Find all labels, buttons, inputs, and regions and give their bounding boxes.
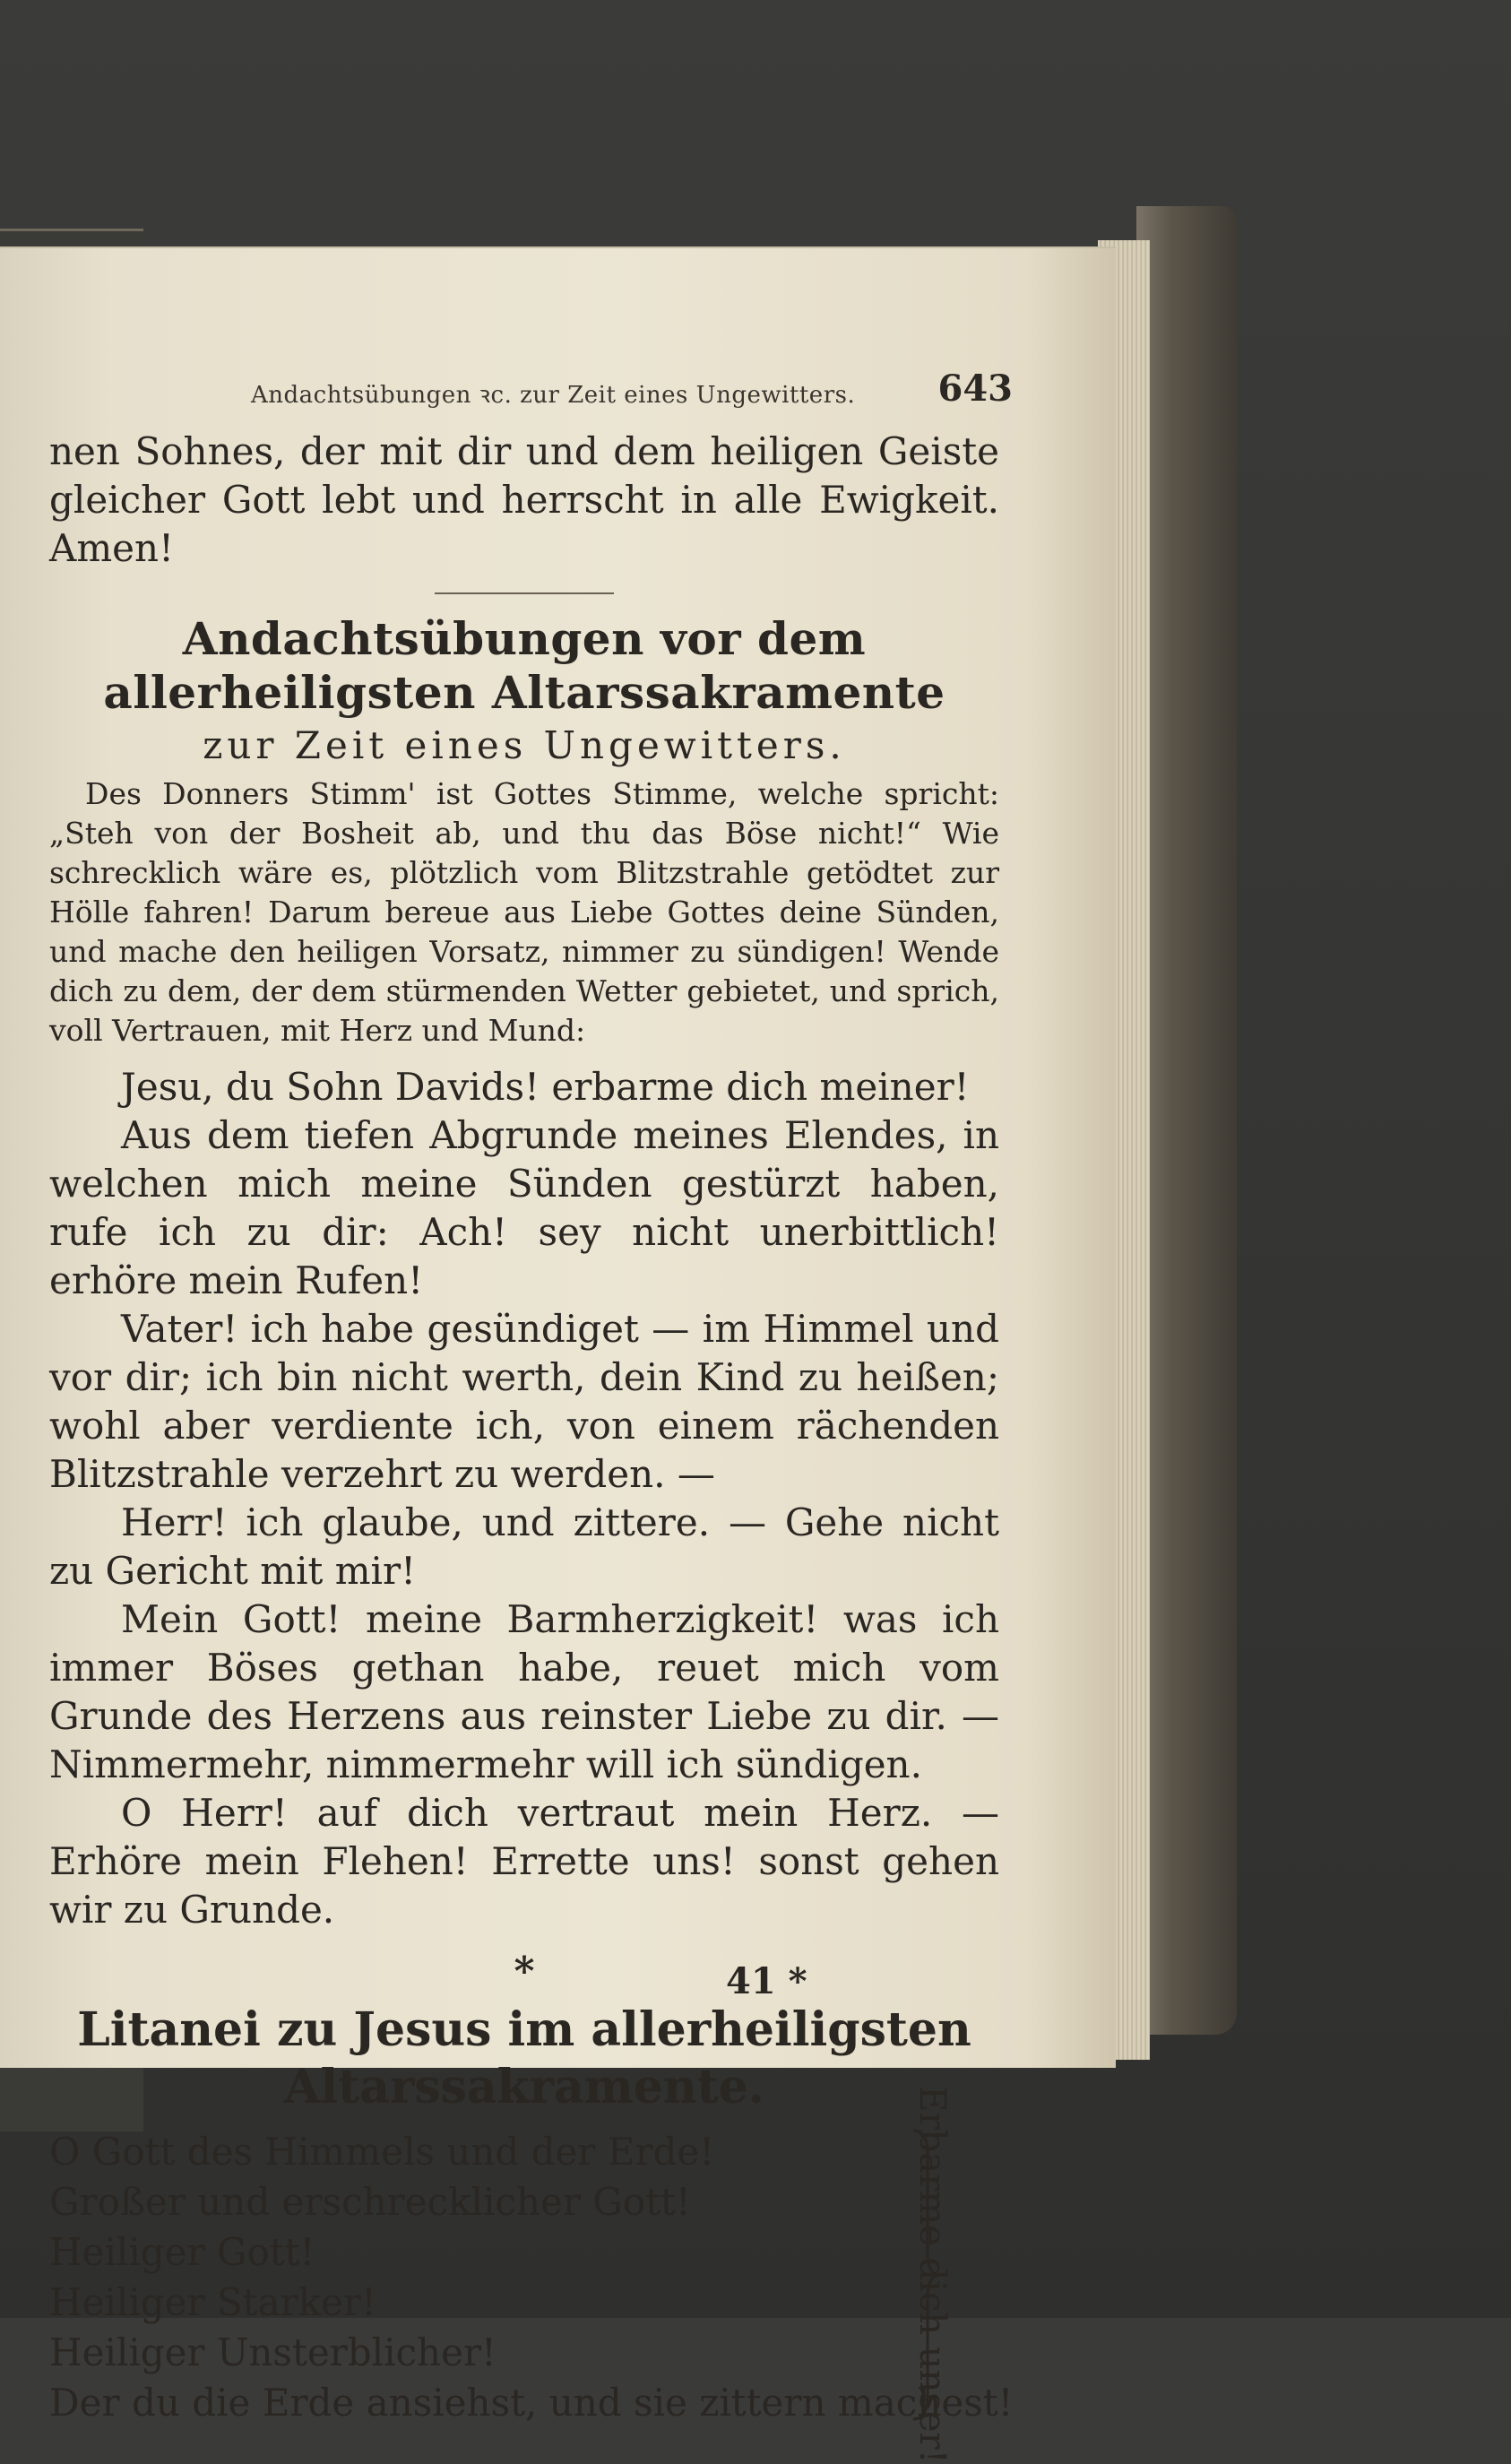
litany-line: Heiliger Starker!: [49, 2280, 376, 2324]
running-head: Andachtsübungen ꝛc. zur Zeit eines Ungewitters.: [251, 382, 856, 409]
litany-line: Heiliger Unsterblicher!: [49, 2330, 496, 2374]
prayer-paragraph: Herr! ich glaube, und zittere. — Gehe nicht zu Gericht mit mir!: [49, 1500, 999, 1593]
page-content: [49, 428, 1014, 2464]
litany-line: Heiliger Gott!: [49, 2230, 315, 2274]
page-number: 643: [937, 367, 1013, 410]
section-heading: Andachtsübungen vor dem allerheiligsten Altarssakramente: [103, 612, 945, 719]
litany-response: Erbarme dich unser!: [911, 2086, 953, 2464]
litany-heading: Litanei zu Jesus im allerheiligsten Altarssakramente.: [77, 2002, 971, 2114]
litany-line: O Gott des Himmels und der Erde!: [49, 2130, 715, 2174]
litany-line: Großer und erschrecklicher Gott!: [49, 2180, 691, 2224]
litany-block: [49, 2086, 1014, 2464]
page-header: [251, 356, 1013, 410]
prayer-paragraph: Mein Gott! meine Barmherzigkeit! was ich immer Böses gethan habe, reuet mich vom Grunde des Herzens aus reinster Liebe zu dir. — Nimmermehr, nimmermehr will ich sündigen.: [49, 1597, 999, 1786]
instruction-paragraph: Des Donners Stimm' ist Gottes Stimme, welche spricht: „Steh von der Bosheit ab, und thu das Böse nicht!“ Wie schrecklich wäre es, plötzlich vom Blitzstrahle getödtet zur Hölle fahren! Darum bereue aus Liebe Gottes deine Sünden, und mache den heiligen Vorsatz, nimmer zu sündigen! Wende dich zu dem, der dem stürmenden Wetter gebietet, und sprich, voll Vertrauen, mit Herz und Mund:: [49, 776, 999, 1048]
section-subheading: zur Zeit eines Ungewitters.: [203, 723, 846, 767]
prayer-paragraph: Vater! ich habe gesündiget — im Himmel und vor dir; ich bin nicht werth, dein Kind zu heißen; wohl aber verdiente ich, von einem rächenden Blitzstrahle verzehrt zu werden. —: [49, 1307, 999, 1496]
separator-asterisk: *: [514, 1949, 535, 1994]
section-divider: [435, 592, 614, 594]
prayer-paragraph: O Herr! auf dich vertraut mein Herz. — Erhöre mein Flehen! Errette uns! sonst gehen wir zu Grunde.: [49, 1791, 999, 1932]
opening-paragraph: nen Sohnes, der mit dir und dem heiligen Geiste gleicher Gott lebt und herrscht in alle Ewigkeit. Amen!: [49, 429, 999, 570]
book-cover-right: [1136, 206, 1237, 2035]
prayer-paragraph: Jesu, du Sohn Davids! erbarme dich meiner!: [121, 1065, 970, 1109]
litany-line: Der du die Erde ansiehst, und sie zittern machest!: [49, 2381, 1014, 2425]
book-page: [0, 246, 1116, 2464]
prayer-paragraph: Aus dem tiefen Abgrunde meines Elendes, in welchen mich meine Sünden gestürzt haben, rufe ich zu dir: Ach! sey nicht unerbittlich! erhöre mein Rufen!: [49, 1113, 999, 1302]
catchword: 41 *: [726, 1960, 807, 2002]
